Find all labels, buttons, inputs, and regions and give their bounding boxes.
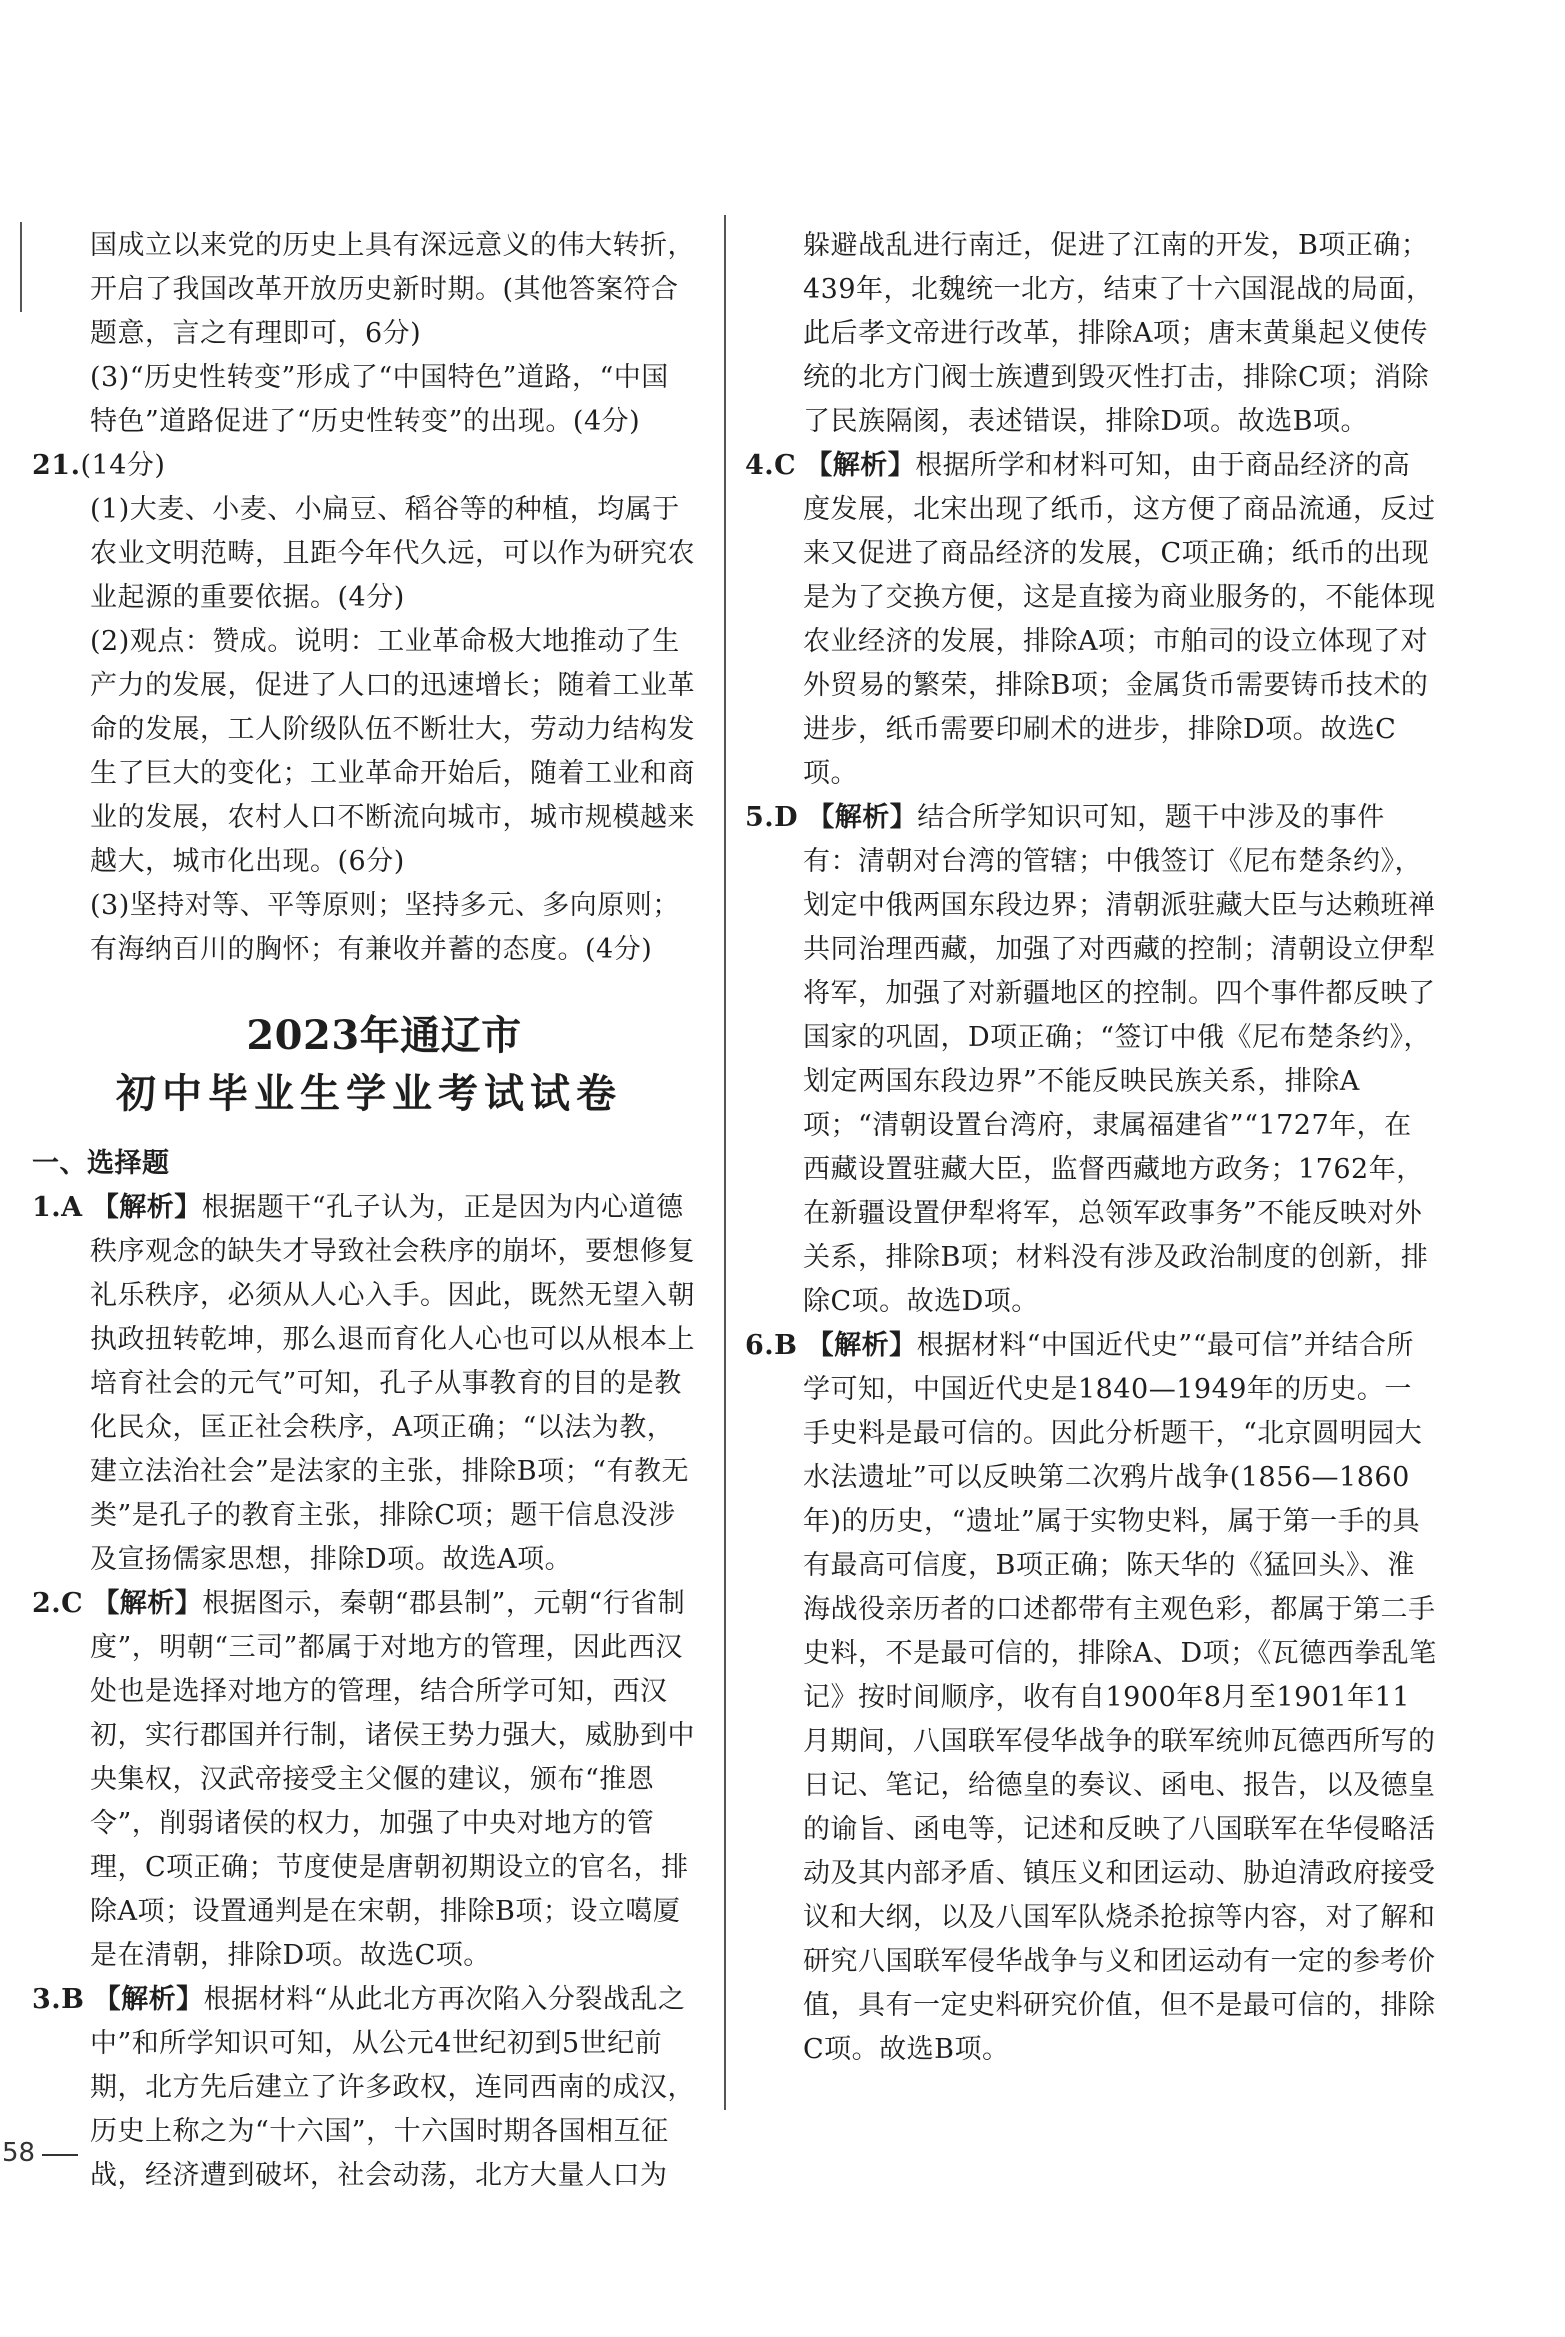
answer-item-6 (745, 1324, 1437, 2072)
section-heading: 一、选择题 (32, 1148, 170, 1179)
answer-number: 1.A (32, 1192, 83, 1223)
answer-text: 根据所学和材料可知，由于商品经济的高度发展，北宋出现了纸币，这方便了商品流通，反过来又促进了商品经济的发展，C项正确；纸币的出现是为了交换方便，这是直接为商业服务的，不能体现农业经济的发展，排除A项；市舶司的设立体现了对外贸易的繁荣，排除B项；金属货币需要铸币技术的进步，纸币需要印刷术的进步，排除D项。故选C项。 (803, 450, 1436, 789)
right-column (745, 224, 1437, 2072)
answer-item-1 (32, 1186, 696, 1582)
answer-text: 根据图示，秦朝“郡县制”，元朝“行省制度”，明朝“三司”都属于对地方的管理，因此西汉处也是选择对地方的管理，结合所学可知，西汉初，实行郡国并行制，诸侯王势力强大，威胁到中央集权，汉武帝接受主父偃的建议，颁布“推恩令”，削弱诸侯的权力，加强了中央对地方的管理，C项正确；节度使是唐朝初期设立的官名，排除A项；设置通判是在宋朝，排除B项；设立噶厦是在清朝，排除D项。故选C项。 (90, 1588, 695, 1971)
question-21-part-1: (1)大麦、小麦、小扁豆、稻谷等的种植，均属于农业文明范畴，且距今年代久远，可以作为研究农业起源的重要依据。(4分) (90, 494, 695, 613)
question-21-score: (14分) (80, 450, 166, 481)
answer-text: 结合所学知识可知，题干中涉及的事件有：清朝对台湾的管辖；中俄签订《尼布楚条约》，划定中俄两国东段边界；清朝派驻藏大臣与达赖班禅共同治理西藏，加强了对西藏的控制；清朝设立伊犁将军，加强了对新疆地区的控制。四个事件都反映了国家的巩固，D项正确；“签订中俄《尼布楚条约》，划定两国东段边界”不能反映民族关系，排除A项；“清朝设置台湾府，隶属福建省”“1727年，在西藏设置驻藏大臣，监督西藏地方政务；1762年，在新疆设置伊犁将军，总领军政事务”不能反映对外关系，排除B项；材料没有涉及政治制度的创新，排除C项。故选D项。 (803, 802, 1436, 1317)
answer-item-5 (745, 796, 1437, 1324)
continued-answer-part-3: (3)“历史性转变”形成了“中国特色”道路，“中国特色”道路促进了“历史性转变”的出现。(4分) (90, 362, 669, 437)
question-21-part-2: (2)观点：赞成。说明：工业革命极大地推动了生产力的发展，促进了人口的迅速增长；随着工业革命的发展，工人阶级队伍不断壮大，劳动力结构发生了巨大的变化；工业革命开始后，随着工业和商业的发展，农村人口不断流向城市，城市规模越来越大，城市化出现。(6分) (90, 626, 695, 877)
continued-answer-3-text: 躲避战乱进行南迁，促进了江南的开发，B项正确；439年，北魏统一北方，结束了十六国混战的局面，此后孝文帝进行改革，排除A项；唐末黄巢起义使传统的北方门阀士族遭到毁灭性打击，排除C项；消除了民族隔阂，表述错误，排除D项。故选B项。 (803, 230, 1434, 437)
answer-number: 2.C (32, 1588, 84, 1619)
answer-number: 5.D (745, 802, 799, 833)
answer-text: 根据题干“孔子认为，正是因为内心道德秩序观念的缺失才导致社会秩序的崩坏，要想修复礼乐秩序，必须从人心入手。因此，既然无望入朝执政扭转乾坤，那么退而育化人心也可以从根本上培育社会的元气”可知，孔子从事教育的目的是教化民众，匡正社会秩序，A项正确；“以法为教，建立法治社会”是法家的主张，排除B项；“有教无类”是孔子的教育主张，排除C项；题干信息没涉及宣扬儒家思想，排除D项。故选A项。 (90, 1192, 695, 1575)
exam-subtitle: 初中毕业生学业考试试卷 (116, 1070, 622, 1117)
page-number-rule (42, 2154, 78, 2156)
exam-title: 2023年通辽市 (246, 1012, 522, 1059)
left-margin-rule (20, 222, 22, 312)
question-21-part-3: (3)坚持对等、平等原则；坚持多元、多向原则；有海纳百川的胸怀；有兼收并蓄的态度。(4分) (90, 890, 680, 965)
question-21-number: 21. (32, 450, 81, 481)
analysis-tag: 【解析】 (805, 450, 916, 481)
column-divider (724, 215, 726, 2110)
answer-text: 根据材料“中国近代史”“最可信”并结合所学可知，中国近代史是1840—1949年的历史。一手史料是最可信的。因此分析题干，“北京圆明园大水法遗址”可以反映第二次鸦片战争(1856—1860年)的历史，“遗址”属于实物史料，属于第一手的具有最高可信度，B项正确；陈天华的《猛回头》、淮海战役亲历者的口述都带有主观色彩，都属于第二手史料，不是最可信的，排除A、D项；《瓦德西拳乱笔记》按时间顺序，收有自1900年8月至1901年11月期间，八国联军侵华战争的联军统帅瓦德西所写的日记、笔记，给德皇的奏议、函电、报告，以及德皇的谕旨、函电等，记述和反映了八国联军在华侵略活动及其内部矛盾、镇压义和团运动、胁迫清政府接受议和大纲，以及八国军队烧杀抢掠等内容，对了解和研究八国联军侵华战争与义和团运动有一定的参考价值，具有一定史料研究价值，但不是最可信的，排除C项。故选B项。 (803, 1330, 1437, 2065)
analysis-tag: 【解析】 (806, 1330, 917, 1361)
question-21-header (32, 444, 696, 488)
answer-number: 4.C (745, 450, 797, 481)
analysis-tag: 【解析】 (92, 1588, 203, 1619)
answer-text: 根据材料“从此北方再次陷入分裂战乱之中”和所学知识可知，从公元4世纪初到5世纪前期，北方先后建立了许多政权，连同西南的成汉，历史上称之为“十六国”，十六国时期各国相互征战，经济遭到破坏，社会动荡，北方大量人口为 (90, 1984, 695, 2191)
answer-number: 6.B (745, 1330, 798, 1361)
analysis-tag: 【解析】 (93, 1984, 204, 2015)
answer-item-4 (745, 444, 1437, 796)
left-column (32, 224, 696, 2198)
page-number: 58 (2, 2138, 36, 2168)
analysis-tag: 【解析】 (807, 802, 918, 833)
analysis-tag: 【解析】 (91, 1192, 202, 1223)
answer-number: 3.B (32, 1984, 85, 2015)
answer-item-3 (32, 1978, 696, 2198)
answer-item-2 (32, 1582, 696, 1978)
continued-answer-text: 国成立以来党的历史上具有深远意义的伟大转折，开启了我国改革开放历史新时期。(其他答案符合题意，言之有理即可，6分) (90, 230, 695, 349)
